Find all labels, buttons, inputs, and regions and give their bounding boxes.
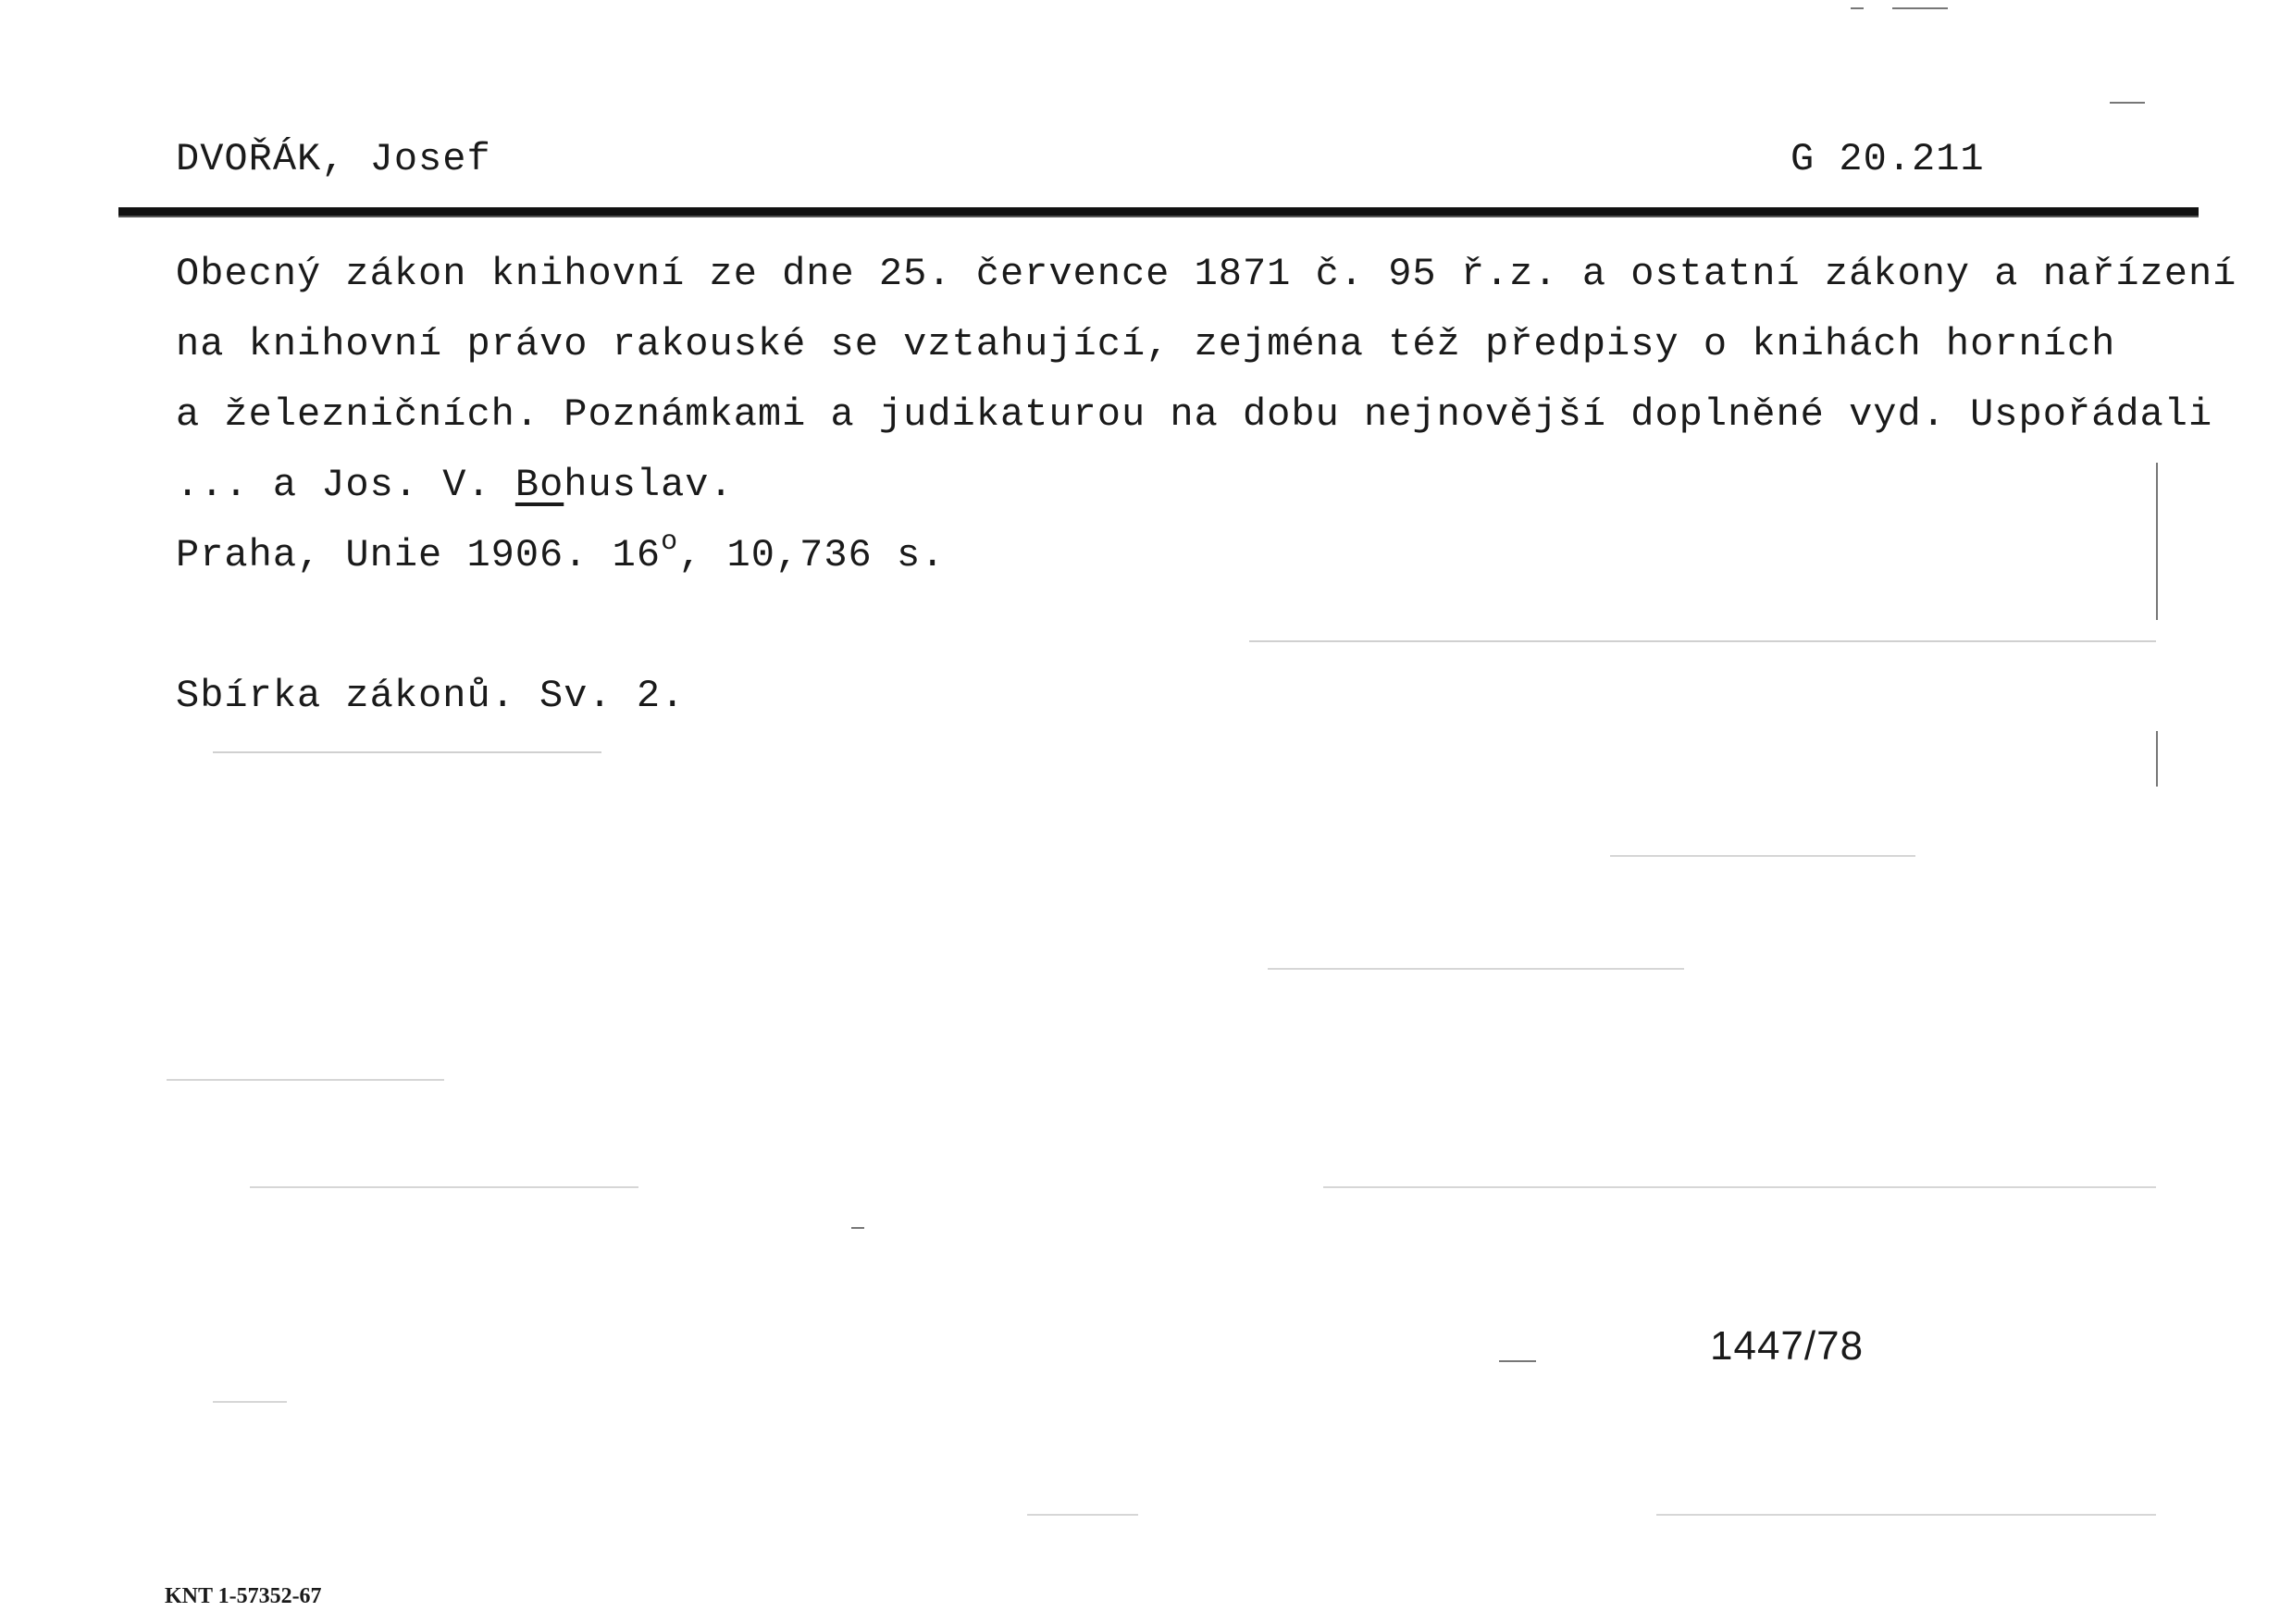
- description-line-4-suffix: huslav.: [564, 463, 734, 507]
- speckle: [851, 1227, 864, 1229]
- author-heading: DVOŘÁK, Josef: [176, 137, 491, 181]
- speckle-group: [167, 7, 2158, 1516]
- speckle: [1249, 640, 2156, 642]
- speckle: [1268, 968, 1684, 970]
- format-superscript: o: [661, 527, 679, 558]
- series-note: Sbírka zákonů. Sv. 2.: [176, 674, 686, 718]
- speckle: [2110, 102, 2145, 104]
- speckle: [213, 751, 601, 753]
- speckle: [1499, 1360, 1536, 1362]
- speckle: [1892, 7, 1948, 9]
- print-code: KNT 1-57352-67: [165, 1584, 322, 1608]
- speckle: [213, 1401, 287, 1403]
- speckle: [1851, 7, 1864, 9]
- speckle: [1656, 1514, 2156, 1516]
- description-line-1: Obecný zákon knihovní ze dne 25. července 1871 č. 95 ř.z. a ostatní zákony a nařízení: [176, 252, 2237, 296]
- call-number: G 20.211: [1791, 137, 1985, 181]
- speckle: [1323, 1186, 2156, 1188]
- speckle: [250, 1186, 638, 1188]
- description-line-3: a železničních. Poznámkami a judikaturou na dobu nejnovější doplněné vyd. Uspořádali: [176, 392, 2213, 437]
- description-line-2: na knihovní právo rakouské se vztahující, zejména též předpisy o knihách horních: [176, 322, 2116, 366]
- speckle: [2156, 463, 2158, 620]
- speckle: [2156, 731, 2158, 787]
- speckle: [1610, 855, 1915, 857]
- imprint-rest: , 10,736 s.: [678, 533, 946, 577]
- description-line-4-prefix: ... a Jos. V.: [176, 463, 515, 507]
- underlined-name-part: Bo: [514, 463, 564, 507]
- imprint-text: Praha, Unie 1906. 16: [176, 533, 662, 577]
- speckle: [167, 1079, 444, 1081]
- speckle: [1027, 1514, 1138, 1516]
- accession-number: 1447/78: [1710, 1323, 1865, 1369]
